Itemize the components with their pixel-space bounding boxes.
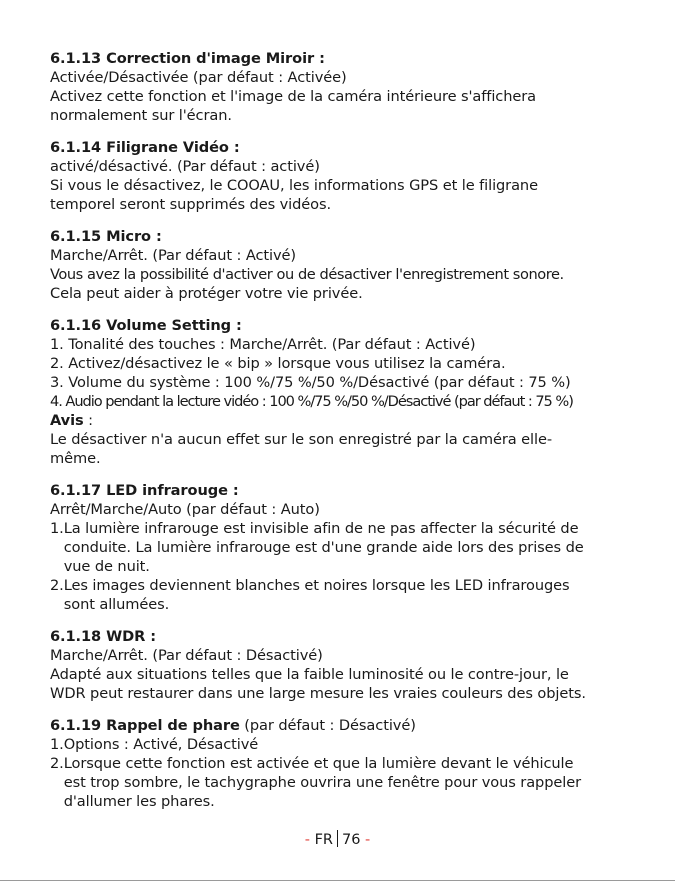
notice-label: Avis xyxy=(50,412,84,429)
list-number: 1. xyxy=(50,736,64,753)
section-heading: 6.1.13 Correction d'image Miroir : xyxy=(50,50,325,67)
section-heading: 6.1.18 WDR : xyxy=(50,628,156,645)
paragraph-line: Marche/Arrêt. (Par défaut : Désactivé) xyxy=(50,647,323,664)
notice-label-line xyxy=(50,411,650,430)
section-heading: 6.1.15 Micro : xyxy=(50,228,162,245)
page-content xyxy=(50,49,650,811)
list-line: Lorsque cette fonction est activée et que la lumière devant le véhicule xyxy=(63,755,574,772)
list-item xyxy=(50,735,650,754)
notice-line: Le désactiver n'a aucun effet sur le son enregistré par la caméra elle- xyxy=(50,431,552,448)
footer-dash-left: - xyxy=(304,832,315,848)
paragraph-line: activé/désactivé. (Par défaut : activé) xyxy=(50,158,320,175)
list-line: Options : Activé, Désactivé xyxy=(63,736,259,753)
footer-dash-right: - xyxy=(360,832,371,848)
list-line: est trop sombre, le tachygraphe ouvrira une fenêtre pour vous rappeler xyxy=(63,774,581,791)
paragraph-line: WDR peut restaurer dans une large mesure les vraies couleurs des objets. xyxy=(50,685,586,702)
section-headlight-reminder xyxy=(50,716,650,811)
section-heading-default: (par défaut : Désactivé) xyxy=(239,717,416,734)
list-item: 4. Audio pendant la lecture vidéo : 100 %/75 %/50 %/Désactivé (par défaut : 75 %) xyxy=(50,393,573,410)
paragraph-line: Si vous le désactivez, le COOAU, les informations GPS et le filigrane xyxy=(50,177,538,194)
paragraph-line: temporel seront supprimés des vidéos. xyxy=(50,196,332,213)
list-line: Les images deviennent blanches et noires lorsque les LED infrarouges xyxy=(63,577,570,594)
notice-colon: : xyxy=(83,412,93,429)
section-microphone xyxy=(50,227,650,303)
list-item: 1. Tonalité des touches : Marche/Arrêt. (Par défaut : Activé) xyxy=(50,336,476,353)
section-infrared-led xyxy=(50,481,650,614)
page-bottom-divider xyxy=(0,880,675,881)
section-heading: 6.1.17 LED infrarouge : xyxy=(50,482,239,499)
list-line: vue de nuit. xyxy=(63,558,150,575)
paragraph-line: Cela peut aider à protéger votre vie privée. xyxy=(50,285,363,302)
list-item-text xyxy=(64,519,650,576)
list-item-text xyxy=(64,754,650,811)
section-heading: 6.1.16 Volume Setting : xyxy=(50,317,242,334)
section-wdr xyxy=(50,627,650,703)
list-line: d'allumer les phares. xyxy=(63,793,215,810)
footer-language: FR xyxy=(314,832,333,848)
section-volume-setting xyxy=(50,316,650,468)
paragraph-line: Activez cette fonction et l'image de la caméra intérieure s'affichera xyxy=(50,88,536,105)
notice-line: même. xyxy=(50,450,101,467)
paragraph-line: Vous avez la possibilité d'activer ou de désactiver l'enregistrement sonore. xyxy=(50,266,564,283)
page-number: 76 xyxy=(341,832,361,848)
list-item: 3. Volume du système : 100 %/75 %/50 %/Désactivé (par défaut : 75 %) xyxy=(50,374,571,391)
page-footer xyxy=(0,830,675,848)
list-number: 1. xyxy=(50,520,64,537)
list-item xyxy=(50,576,650,614)
paragraph-line: Marche/Arrêt. (Par défaut : Activé) xyxy=(50,247,297,264)
section-heading-line xyxy=(50,716,650,735)
section-heading: 6.1.14 Filigrane Vidéo : xyxy=(50,139,240,156)
section-heading: 6.1.19 Rappel de phare xyxy=(50,717,240,734)
list-item xyxy=(50,754,650,811)
list-item: 2. Activez/désactivez le « bip » lorsque vous utilisez la caméra. xyxy=(50,355,506,372)
paragraph-line: Arrêt/Marche/Auto (par défaut : Auto) xyxy=(50,501,320,518)
list-line: conduite. La lumière infrarouge est d'une grande aide lors des prises de xyxy=(63,539,584,556)
list-item-text xyxy=(64,576,650,614)
paragraph-line: Adapté aux situations telles que la faible luminosité ou le contre-jour, le xyxy=(50,666,569,683)
section-mirror-correction xyxy=(50,49,650,125)
list-number: 2. xyxy=(50,755,64,772)
footer-separator xyxy=(337,830,338,847)
paragraph-line: normalement sur l'écran. xyxy=(50,107,232,124)
paragraph-line: Activée/Désactivée (par défaut : Activée) xyxy=(50,69,347,86)
list-item xyxy=(50,519,650,576)
section-video-watermark xyxy=(50,138,650,214)
list-item-text xyxy=(64,735,650,754)
list-number: 2. xyxy=(50,577,64,594)
list-line: La lumière infrarouge est invisible afin de ne pas affecter la sécurité de xyxy=(63,520,579,537)
list-line: sont allumées. xyxy=(63,596,170,613)
